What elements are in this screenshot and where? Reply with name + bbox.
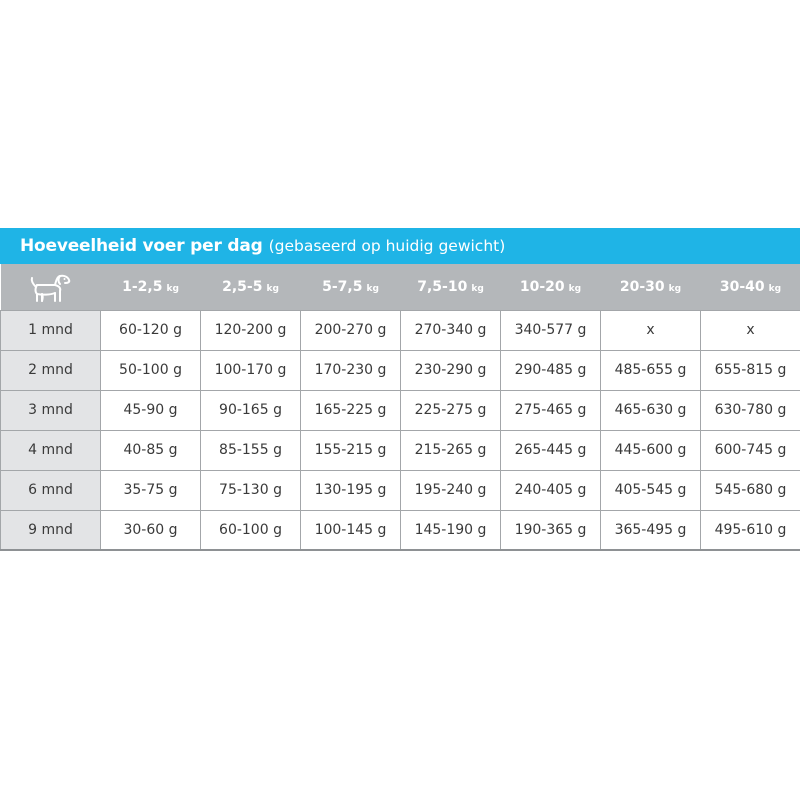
age-cell: 6 mnd [1,470,101,510]
weight-column-header [501,264,601,310]
weight-range: 1-2,5 [122,278,163,295]
age-cell: 9 mnd [1,510,101,550]
dog-icon [28,279,74,295]
portion-cell: 45-90 g [101,390,201,430]
weight-column-header [201,264,301,310]
portion-cell: 35-75 g [101,470,201,510]
table-row [1,350,800,390]
weight-column-header [601,264,701,310]
table-row [1,510,800,550]
portion-cell: 155-215 g [301,430,401,470]
portion-cell: 50-100 g [101,350,201,390]
portion-cell: x [701,310,800,350]
portion-cell: 60-100 g [201,510,301,550]
portion-cell: 85-155 g [201,430,301,470]
portion-cell: 230-290 g [401,350,501,390]
portion-cell: 215-265 g [401,430,501,470]
portion-cell: 225-275 g [401,390,501,430]
portion-cell: 265-445 g [501,430,601,470]
portion-cell: 40-85 g [101,430,201,470]
weight-unit: kg [266,283,279,294]
portion-cell: 90-165 g [201,390,301,430]
age-cell: 4 mnd [1,430,101,470]
feeding-table [0,228,800,551]
weight-column-header [301,264,401,310]
weight-range: 30-40 [719,278,765,295]
portion-cell: 190-365 g [501,510,601,550]
weight-range: 5-7,5 [322,278,363,295]
portion-cell: 130-195 g [301,470,401,510]
table-row [1,310,800,350]
portion-cell: 75-130 g [201,470,301,510]
weight-column-header [401,264,501,310]
portion-cell: 600-745 g [701,430,800,470]
portion-cell: 240-405 g [501,470,601,510]
portion-cell: 120-200 g [201,310,301,350]
weight-range: 10-20 [519,278,565,295]
age-cell: 3 mnd [1,390,101,430]
portion-cell: 365-495 g [601,510,701,550]
weight-unit: kg [166,283,179,294]
portion-cell: 485-655 g [601,350,701,390]
portion-cell: 405-545 g [601,470,701,510]
portion-cell: 340-577 g [501,310,601,350]
portion-cell: 465-630 g [601,390,701,430]
table-row [1,430,800,470]
weight-range: 2,5-5 [222,278,263,295]
weight-range: 7,5-10 [417,278,468,295]
portion-cell: 655-815 g [701,350,800,390]
portion-cell: 275-465 g [501,390,601,430]
portion-cell: 60-120 g [101,310,201,350]
portion-cell: 200-270 g [301,310,401,350]
weight-range: 20-30 [619,278,665,295]
weight-unit: kg [568,283,582,294]
portion-cell: 290-485 g [501,350,601,390]
weight-unit: kg [668,283,682,294]
portion-cell: 195-240 g [401,470,501,510]
portion-cell: 145-190 g [401,510,501,550]
table-subtitle: (gebaseerd op huidig gewicht) [268,237,506,255]
portion-cell: 630-780 g [701,390,800,430]
portion-table [0,264,800,551]
portion-cell: 165-225 g [301,390,401,430]
header-row [1,264,800,310]
weight-unit: kg [768,283,782,294]
portion-cell: x [601,310,701,350]
weight-column-header [101,264,201,310]
table-title: Hoeveelheid voer per dag [20,236,263,256]
weight-unit: kg [366,283,379,294]
portion-cell: 170-230 g [301,350,401,390]
weight-unit: kg [471,283,484,294]
portion-cell: 270-340 g [401,310,501,350]
portion-cell: 100-170 g [201,350,301,390]
weight-column-header [701,264,800,310]
portion-cell: 495-610 g [701,510,800,550]
table-row [1,390,800,430]
age-cell: 2 mnd [1,350,101,390]
table-row [1,470,800,510]
portion-cell: 30-60 g [101,510,201,550]
portion-cell: 100-145 g [301,510,401,550]
portion-cell: 445-600 g [601,430,701,470]
header-corner [1,264,101,310]
age-cell: 1 mnd [1,310,101,350]
title-bar [0,228,800,264]
portion-cell: 545-680 g [701,470,800,510]
